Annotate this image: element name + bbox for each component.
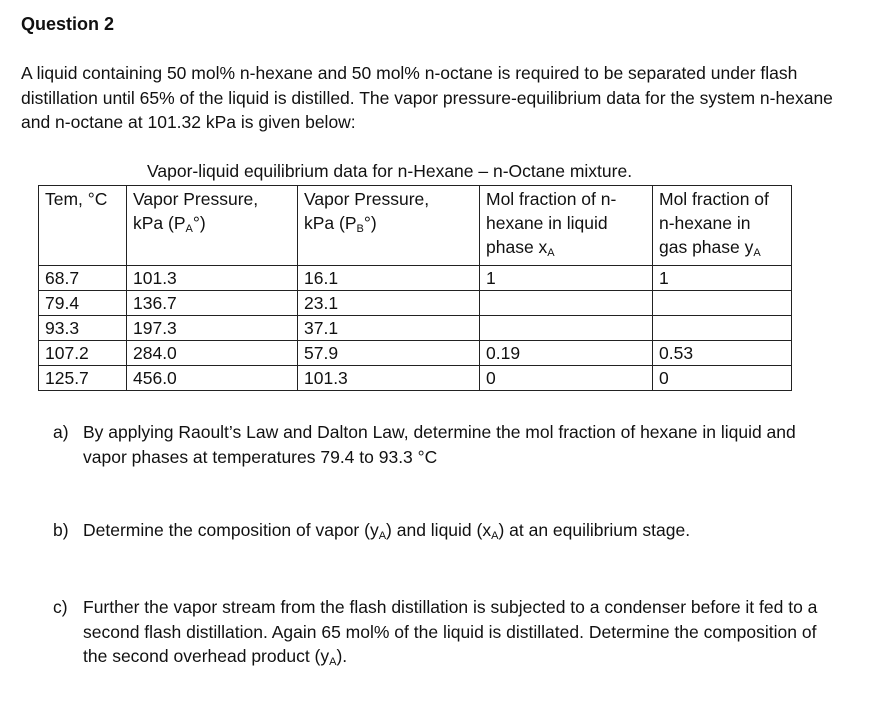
cell-pressure-b: 23.1 <box>298 291 480 316</box>
header-gas-mol-fraction: Mol fraction of n-hexane in gas phase $y_A$ <box>653 186 792 266</box>
table-row <box>39 266 792 291</box>
sub-question-text: Further the vapor stream from the flash distillation is subjected to a condenser before it fed to a second flash distillation. Again 65 mol% of the liquid is distillated. Determine the composition of the second overhead product $(y_A)$. <box>83 597 818 668</box>
table-row <box>39 316 792 341</box>
sub-question-text: By applying Raoult’s Law and Dalton Law, determine the mol fraction of hexane in liquid and vapor phases at temperatures 79.4 to 93.3 °C <box>83 422 796 467</box>
cell-pressure-a: 101.3 <box>127 266 298 291</box>
cell-pressure-a: 197.3 <box>127 316 298 341</box>
cell-gas-fraction: 1 <box>653 266 792 291</box>
sub-question-label: a) <box>53 422 69 442</box>
cell-pressure-b: 57.9 <box>298 341 480 366</box>
cell-pressure-a: 136.7 <box>127 291 298 316</box>
question-heading: Question 2 <box>21 14 115 34</box>
cell-temperature: 79.4 <box>39 291 127 316</box>
cell-liquid-fraction: 0 <box>480 366 653 391</box>
cell-liquid-fraction <box>480 316 653 341</box>
cell-temperature: 93.3 <box>39 316 127 341</box>
sub-question-c <box>53 595 843 675</box>
sub-question-b <box>53 518 843 549</box>
table-header-row <box>39 186 792 266</box>
table-row <box>39 291 792 316</box>
table-row <box>39 341 792 366</box>
problem-statement: A liquid containing 50 mol% n-hexane and 50 mol% n-octane is required to be separated under flash distillation until 65% of the liquid is distilled. The vapor pressure-equilibrium data for the system n-hexane and n-octane at 101.32 kPa is given below: <box>21 63 833 132</box>
cell-liquid-fraction: 1 <box>480 266 653 291</box>
sub-question-a <box>53 420 843 469</box>
table-row <box>39 366 792 391</box>
cell-pressure-b: 37.1 <box>298 316 480 341</box>
cell-temperature: 125.7 <box>39 366 127 391</box>
header-liquid-mol-fraction: Mol fraction of n- hexane in liquid phase $x_A$ <box>480 186 653 266</box>
cell-gas-fraction: 0.53 <box>653 341 792 366</box>
header-vapor-pressure-a: Vapor Pressure, kPa $(P_A^\circ)$ <box>127 186 298 266</box>
cell-pressure-b: 16.1 <box>298 266 480 291</box>
vle-data-table <box>38 185 792 391</box>
sub-question-label: b) <box>53 520 69 540</box>
header-vapor-pressure-b: Vapor Pressure, kPa $(P_B^\circ)$ <box>298 186 480 266</box>
cell-temperature: 107.2 <box>39 341 127 366</box>
cell-pressure-a: 456.0 <box>127 366 298 391</box>
cell-temperature: 68.7 <box>39 266 127 291</box>
cell-gas-fraction <box>653 316 792 341</box>
sub-question-label: c) <box>53 597 68 617</box>
cell-liquid-fraction: 0.19 <box>480 341 653 366</box>
cell-gas-fraction: 0 <box>653 366 792 391</box>
cell-liquid-fraction <box>480 291 653 316</box>
cell-pressure-a: 284.0 <box>127 341 298 366</box>
cell-pressure-b: 101.3 <box>298 366 480 391</box>
cell-gas-fraction <box>653 291 792 316</box>
sub-question-text: Determine the composition of vapor $(y_A)$ and liquid $(x_A)$ at an equilibrium stage. <box>83 520 691 542</box>
table-caption: Vapor-liquid equilibrium data for n-Hexane – n-Octane mixture. <box>147 161 633 181</box>
header-temperature: Tem, °C <box>39 186 127 266</box>
